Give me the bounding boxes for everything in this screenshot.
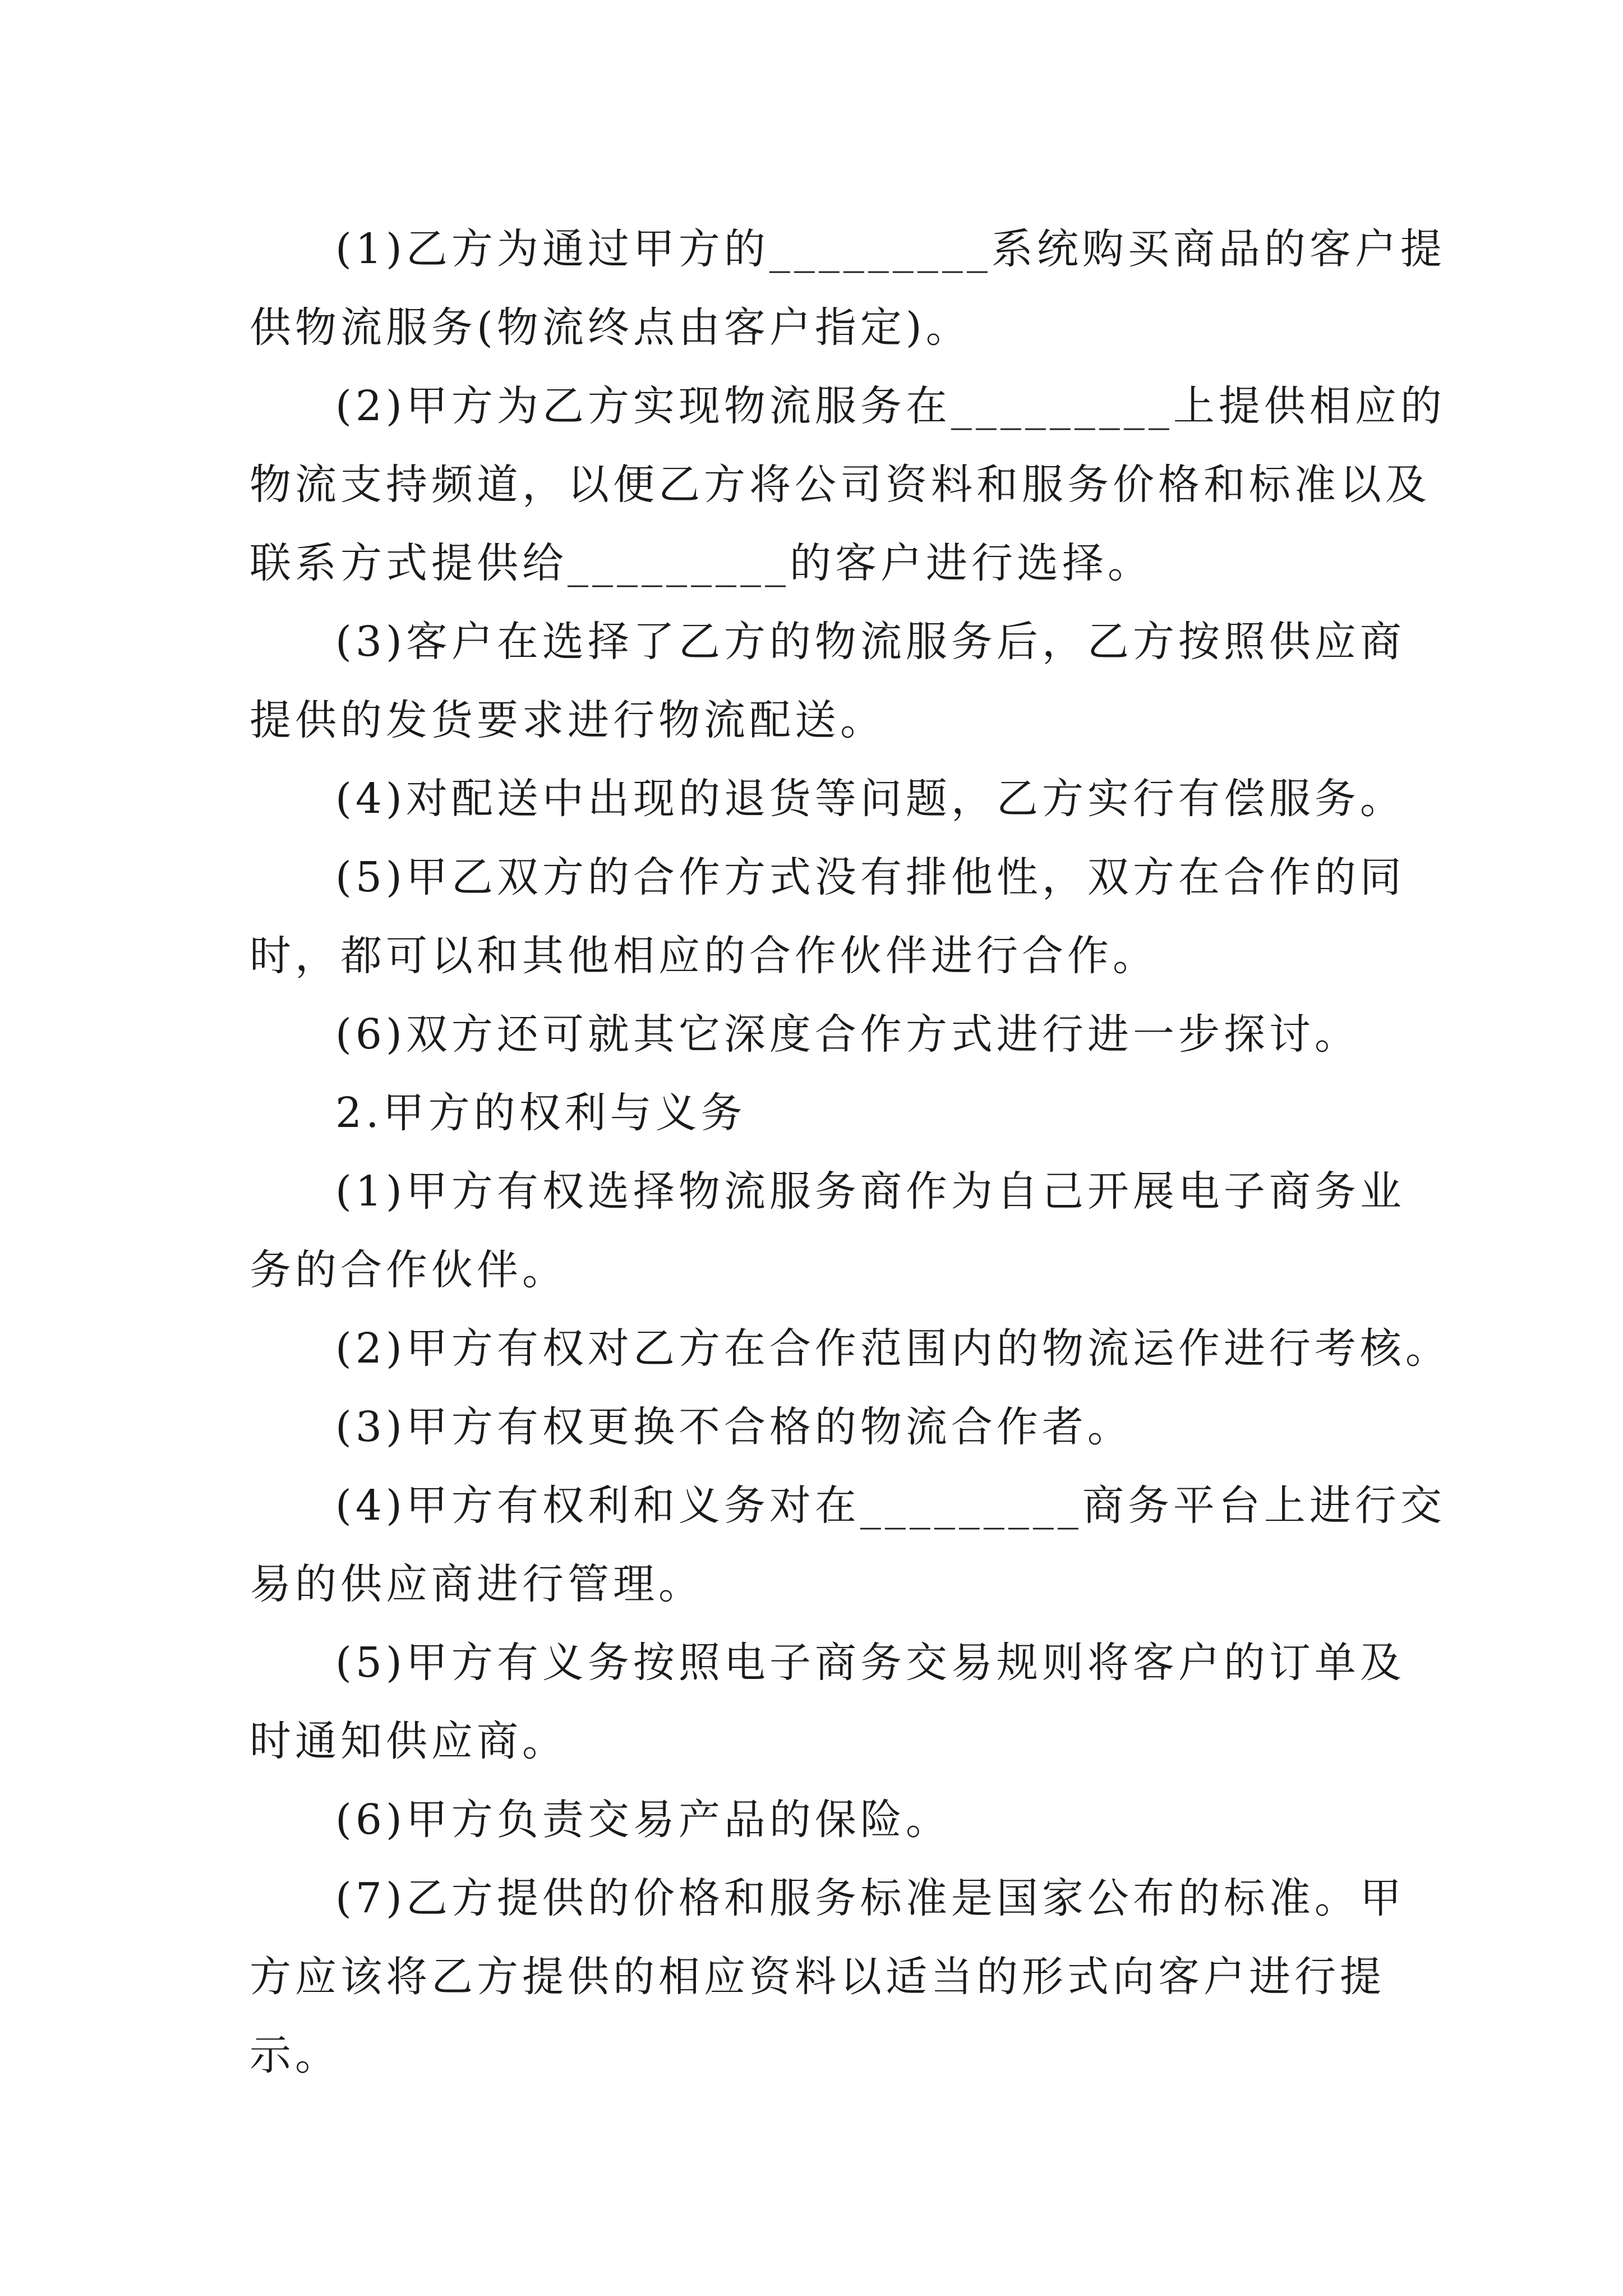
text-line: (6)双方还可就其它深度合作方式进行进一步探讨。 (335, 1010, 1360, 1059)
text-line: (1)甲方有权选择物流服务商作为自己开展电子商务业 (335, 1167, 1405, 1216)
text-line: 务的合作伙伴。 (250, 1246, 568, 1294)
text-line: (3)客户在选择了乙方的物流服务后，乙方按照供应商 (335, 618, 1405, 666)
text-line: (3)甲方有权更换不合格的物流合作者。 (335, 1403, 1133, 1451)
text-line: (4)对配送中出现的退货等问题，乙方实行有偿服务。 (335, 775, 1405, 823)
text-line: (2)甲方为乙方实现物流服务在_________上提供相应的 (335, 382, 1446, 430)
text-line: 供物流服务(物流终点由客户指定)。 (250, 303, 971, 352)
text-line: (2)甲方有权对乙方在合作范围内的物流运作进行考核。 (335, 1324, 1451, 1373)
text-line: 方应该将乙方提供的相应资料以适当的形式向客户进行提 (250, 1953, 1385, 2001)
section-heading: 2.甲方的权利与义务 (335, 1089, 746, 1137)
text-line: (1)乙方为通过甲方的_________系统购买商品的客户提 (335, 225, 1446, 273)
text-line: 物流支持频道，以便乙方将公司资料和服务价格和标准以及 (250, 461, 1431, 509)
text-line: (7)乙方提供的价格和服务标准是国家公布的标准。甲 (335, 1874, 1405, 1922)
text-line: 时通知供应商。 (250, 1717, 568, 1765)
text-line: 提供的发货要求进行物流配送。 (250, 696, 886, 744)
text-line: 示。 (250, 2031, 340, 2079)
text-line: 联系方式提供给_________的客户进行选择。 (250, 539, 1153, 587)
text-line: 易的供应商进行管理。 (250, 1560, 704, 1608)
text-line: 时，都可以和其他相应的合作伙伴进行合作。 (250, 932, 1158, 980)
text-line: (4)甲方有权利和义务对在_________商务平台上进行交 (335, 1481, 1446, 1530)
text-line: (6)甲方负责交易产品的保险。 (335, 1796, 951, 1844)
text-line: (5)甲方有义务按照电子商务交易规则将客户的订单及 (335, 1639, 1405, 1687)
text-line: (5)甲乙双方的合作方式没有排他性，双方在合作的同 (335, 853, 1405, 901)
